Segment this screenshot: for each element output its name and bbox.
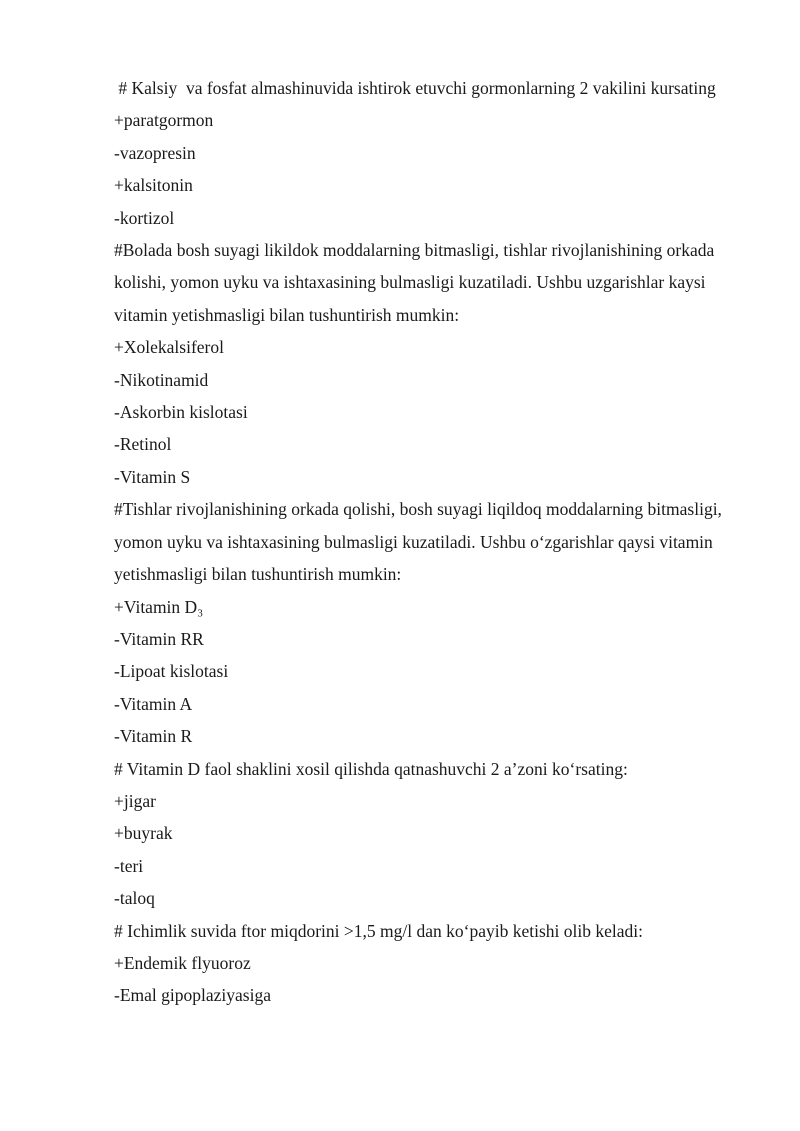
question-3-option-5: -Vitamin R <box>114 726 193 747</box>
question-4-option-4: -taloq <box>114 888 155 909</box>
question-2-option-3: -Askorbin kislotasi <box>114 402 248 423</box>
question-3-option-1: +Vitamin D₃ <box>114 596 204 617</box>
question-2-prompt: #Bolada bosh suyagi likildok moddalarning bitmasligi, tishlar rivojlanishining orkada kolishi, yomon uyku va ishtaxasining bulmasligi kuzatiladi. Ushbu uzgarishlar kaysi vitamin yetishmasligi bilan tushuntirish mumkin: <box>114 240 719 325</box>
question-2-option-5: -Vitamin S <box>114 466 191 487</box>
question-5-prompt: # Ichimlik suvida ftor miqdorini >1,5 mg/l dan ko‘payib ketishi olib keladi: <box>114 920 643 941</box>
question-3-option-3: -Lipoat kislotasi <box>114 661 229 682</box>
question-4-prompt: # Vitamin D faol shaklini xosil qilishda qatnashuvchi 2 a’zoni ko‘rsating: <box>114 758 628 779</box>
question-2-option-2: -Nikotinamid <box>114 369 209 390</box>
question-1-option-2: -vazopresin <box>114 142 196 163</box>
document-body <box>114 72 744 1012</box>
question-1-option-3: +kalsitonin <box>114 175 193 196</box>
question-4-option-1: +jigar <box>114 790 156 811</box>
question-3-prompt: #Tishlar rivojlanishining orkada qolishi, bosh suyagi liqildoq moddalarning bitmasligi, yomon uyku va ishtaxasining bulmasligi kuzatiladi. Ushbu o‘zgarishlar qaysi vitamin yetishmasligi bilan tushuntirish mumkin: <box>114 499 727 585</box>
question-1-option-4: -kortizol <box>114 207 175 228</box>
question-4-option-2: +buyrak <box>114 823 173 844</box>
question-2-option-1: +Xolekalsiferol <box>114 337 224 358</box>
question-5-option-1: +Endemik flyuoroz <box>114 952 251 973</box>
question-2-option-4: -Retinol <box>114 434 172 455</box>
question-1-prompt: # Kalsiy va fosfat almashinuvida ishtirok etuvchi gormonlarning 2 vakilini kursating <box>114 78 716 98</box>
question-3-option-4: -Vitamin A <box>114 693 193 714</box>
question-1-option-1: +paratgormon <box>114 110 214 131</box>
question-3-option-2: -Vitamin RR <box>114 628 204 649</box>
question-4-option-3: -teri <box>114 855 144 876</box>
question-5-option-2: -Emal gipoplaziyasiga <box>114 985 271 1006</box>
